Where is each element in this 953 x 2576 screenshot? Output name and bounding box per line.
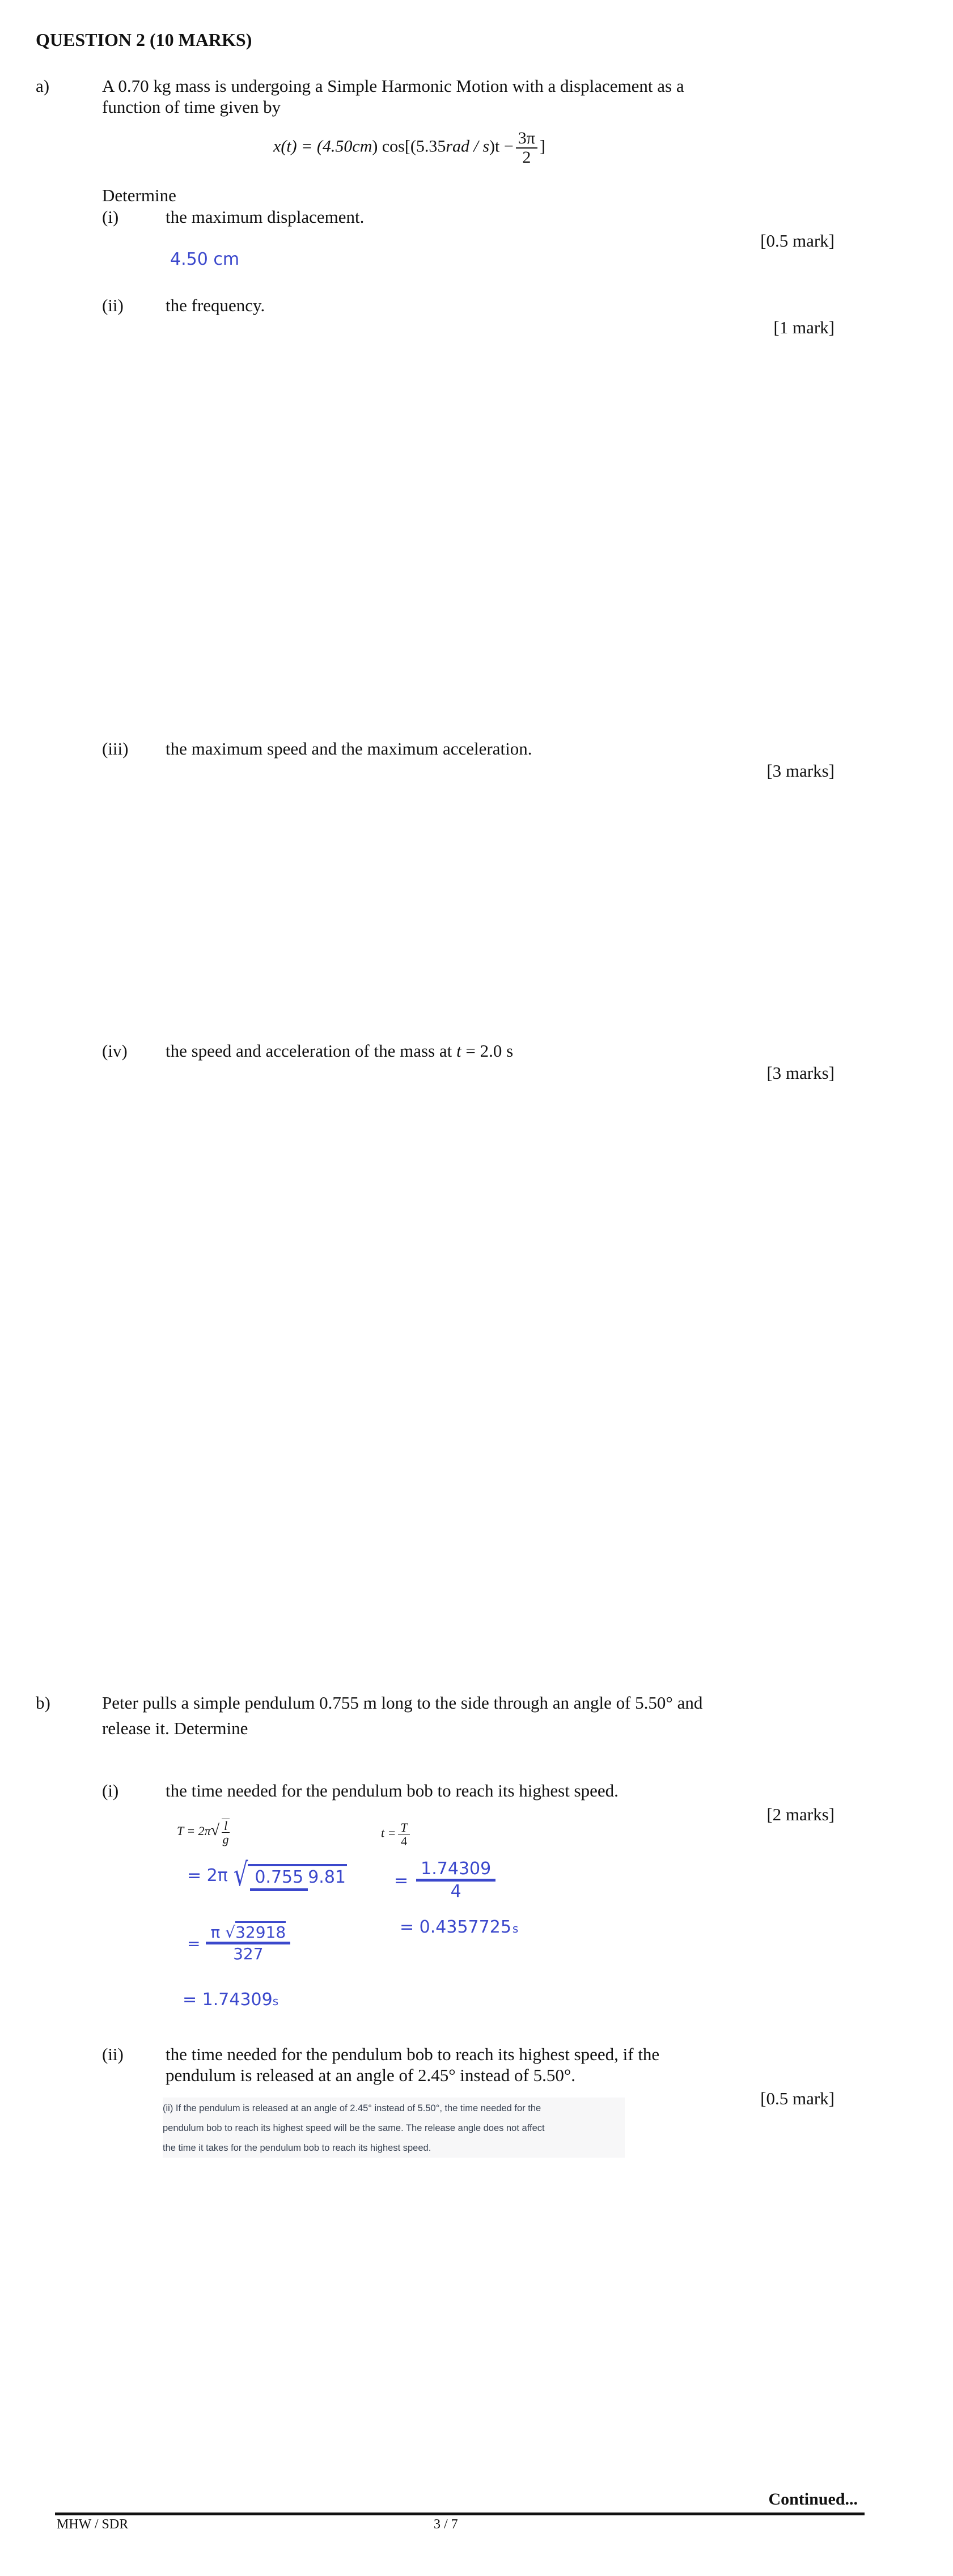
a-iv-text: the speed and acceleration of the mass at t = 2.0 s bbox=[166, 1041, 514, 1061]
formula-period: T = 2π√ $\frac{l}{g}$ bbox=[177, 1819, 229, 1847]
shm-equation bbox=[273, 129, 545, 166]
part-b-intro-line1: Peter pulls a simple pendulum 0.755 m long to the side through an angle of 5.50° and bbox=[102, 1693, 703, 1713]
equation-lhs: x(t) = (4.50 bbox=[273, 137, 353, 156]
part-b-intro-line2: release it. Determine bbox=[102, 1718, 248, 1738]
a-iii-number: (iii) bbox=[102, 739, 129, 759]
working-step-3: = 1.74309s bbox=[183, 1990, 279, 2010]
b-ii-number: (ii) bbox=[102, 2044, 124, 2064]
a-i-handwritten-answer: 4.50 cm bbox=[170, 249, 240, 269]
pasted-answer-line-3: the time it takes for the pendulum bob to reach its highest speed. bbox=[163, 2143, 431, 2153]
footer-course-code: MHW / SDR bbox=[57, 2517, 129, 2532]
a-i-number: (i) bbox=[102, 207, 119, 227]
pasted-answer-box bbox=[163, 2098, 625, 2158]
equation-after: )t − bbox=[489, 137, 514, 156]
working-right-step-2: = 0.4357725 s bbox=[400, 1917, 519, 1937]
equation-phase-fraction: $\frac{3\pi}{2}$ bbox=[516, 129, 537, 166]
footer-divider bbox=[55, 2513, 865, 2515]
equation-unit-rad: rad / s bbox=[446, 137, 490, 156]
a-i-marks: [0.5 mark] bbox=[760, 231, 835, 251]
b-ii-marks: [0.5 mark] bbox=[760, 2088, 835, 2108]
equation-cos: ) cos[(5.35 bbox=[372, 137, 446, 156]
part-a-label: a) bbox=[36, 76, 50, 96]
part-b-label: b) bbox=[36, 1693, 50, 1713]
a-iv-marks: [3 marks] bbox=[766, 1063, 835, 1083]
b-ii-text-line2: pendulum is released at an angle of 2.45° instead of 5.50°. bbox=[166, 2065, 575, 2085]
equation-unit-cm: cm bbox=[352, 137, 372, 156]
b-ii-text-line1: the time needed for the pendulum bob to reach its highest speed, if the bbox=[166, 2044, 660, 2064]
b-i-number: (i) bbox=[102, 1781, 119, 1800]
a-iv-number: (iv) bbox=[102, 1041, 128, 1061]
part-a-intro-line1: A 0.70 kg mass is undergoing a Simple Harmonic Motion with a displacement as a bbox=[102, 76, 684, 96]
question-title: QUESTION 2 (10 MARKS) bbox=[36, 29, 252, 50]
part-a-determine: Determine bbox=[102, 185, 176, 205]
formula-quarter-period: t = $\frac{T}{4}$ bbox=[381, 1821, 412, 1848]
part-a-intro-line2: function of time given by bbox=[102, 97, 281, 117]
a-i-text: the maximum displacement. bbox=[166, 207, 365, 227]
working-step-2: = $\frac{\pi √32918}{327}$ bbox=[187, 1925, 290, 1962]
a-iii-marks: [3 marks] bbox=[766, 761, 835, 781]
working-right-step-1: = $\frac{1.74309}{4}$ bbox=[394, 1861, 495, 1901]
b-i-marks: [2 marks] bbox=[766, 1804, 835, 1824]
pasted-answer-line-2: pendulum bob to reach its highest speed will be the same. The release angle does not affect bbox=[163, 2123, 545, 2133]
pasted-answer-line-1: (ii) If the pendulum is released at an angle of 2.45° instead of 5.50°, the time needed for the bbox=[163, 2103, 541, 2113]
a-ii-text: the frequency. bbox=[166, 295, 265, 315]
footer-page-number: 3 / 7 bbox=[434, 2517, 458, 2532]
b-i-text: the time needed for the pendulum bob to reach its highest speed. bbox=[166, 1781, 619, 1800]
a-ii-marks: [1 mark] bbox=[773, 317, 835, 337]
a-ii-number: (ii) bbox=[102, 295, 124, 315]
a-iii-text: the maximum speed and the maximum acceleration. bbox=[166, 739, 532, 759]
continued-label: Continued... bbox=[768, 2490, 858, 2509]
equation-close: ] bbox=[539, 137, 545, 156]
working-step-1: = 2π √ 0.755 9.81 bbox=[187, 1857, 346, 1894]
